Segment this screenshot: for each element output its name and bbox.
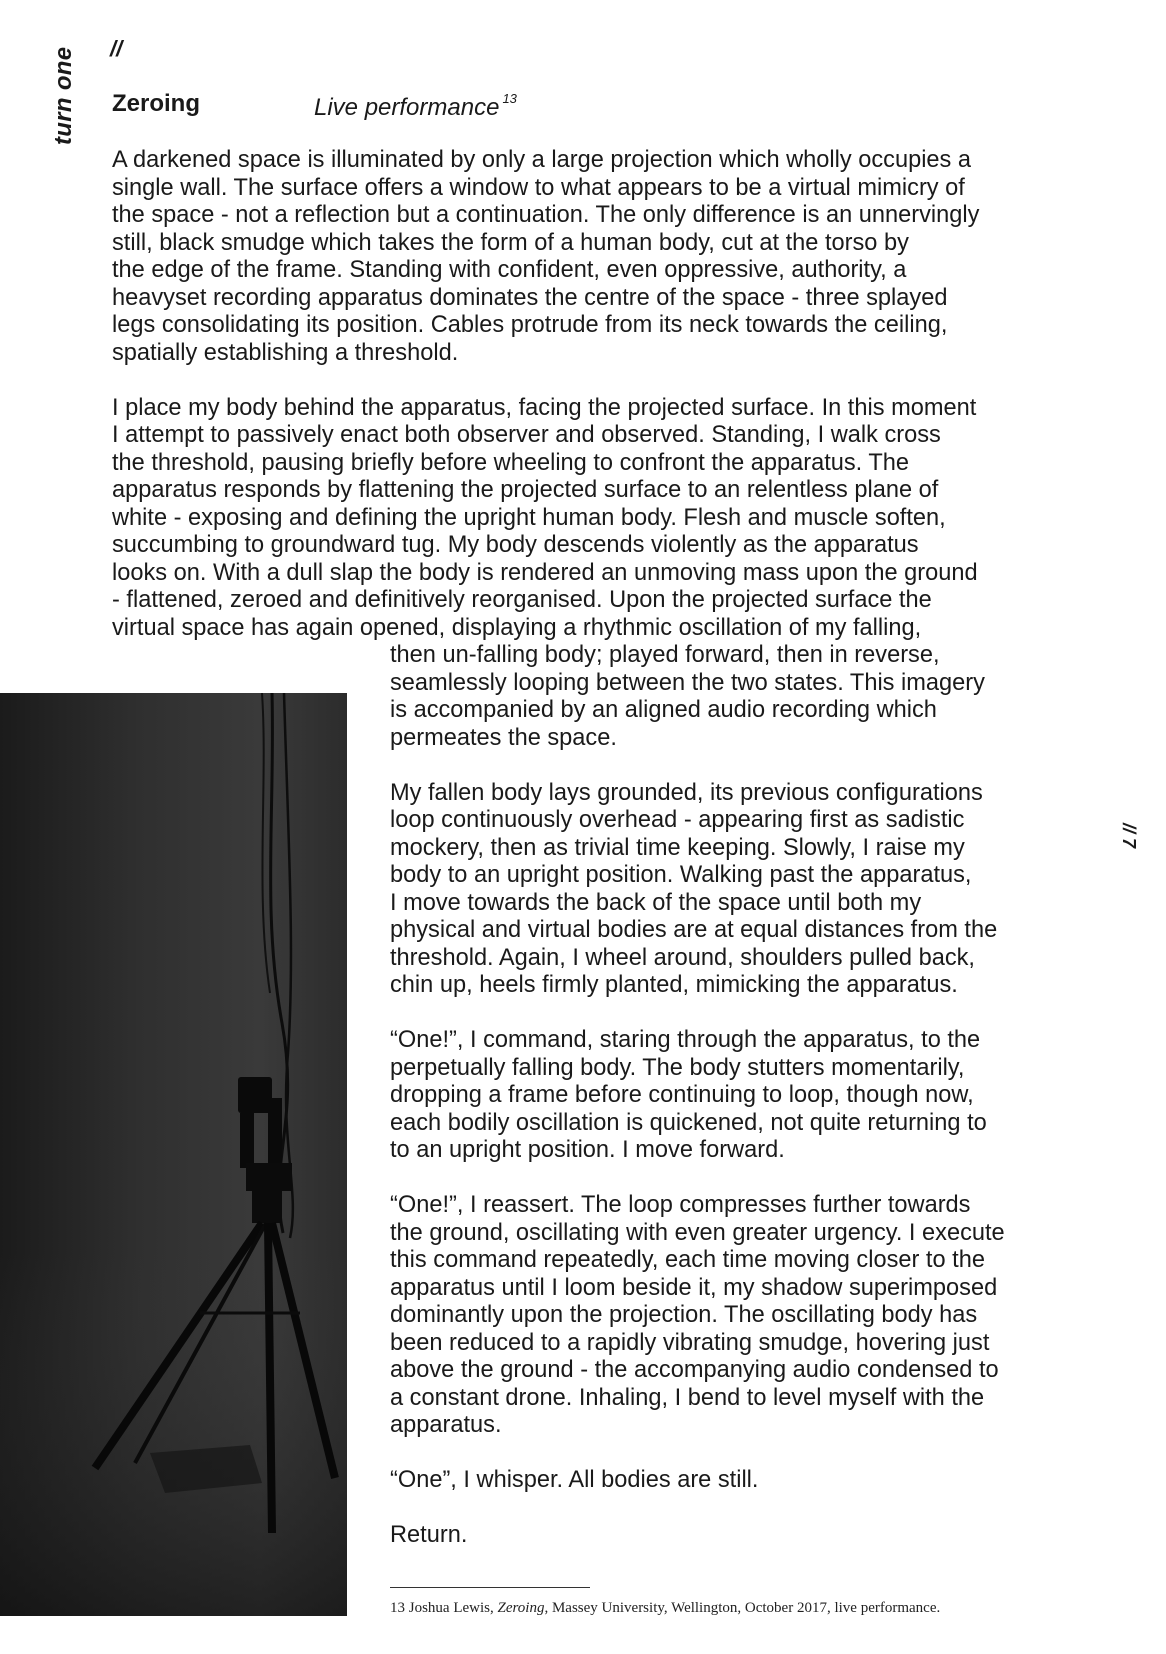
text-line: I attempt to passively enact both observer and observed. Standing, I walk cross	[112, 422, 941, 448]
text-line: apparatus until I loom beside it, my shadow superimposed	[390, 1274, 998, 1301]
column-text	[390, 642, 1090, 1577]
text-line: legs consolidating its position. Cables protrude from its neck towards the ceiling,	[112, 312, 948, 338]
page-number: // 7	[1119, 823, 1139, 849]
text-line: the threshold, pausing briefly before wheeling to confront the apparatus. The	[112, 449, 910, 476]
text-line: - flattened, zeroed and definitively reorganised. Upon the projected surface the	[112, 587, 932, 613]
text-line: this command repeatedly, each time moving closer to the	[390, 1247, 985, 1273]
work-subtitle-text: Live performance	[314, 94, 500, 121]
text-line: dropping a frame before continuing to loop, though now,	[390, 1082, 974, 1108]
text-line: Return.	[390, 1522, 468, 1548]
text-line: “One”, I whisper. All bodies are still.	[390, 1467, 759, 1493]
text-line: to an upright position. I move forward.	[390, 1137, 785, 1163]
performance-photo	[0, 693, 347, 1616]
section-side-label: turn one	[50, 46, 77, 145]
text-line: I place my body behind the apparatus, facing the projected surface. In this moment	[112, 394, 977, 421]
text-line: A darkened space is illuminated by only a large projection which wholly occupies a	[112, 147, 972, 173]
work-title: Zeroing	[112, 90, 200, 117]
paragraph	[390, 780, 1090, 1000]
text-line: seamlessly looping between the two states. This imagery	[390, 669, 985, 696]
text-line: heavyset recording apparatus dominates the centre of the space - three splayed	[112, 284, 948, 311]
text-line: white - exposing and defining the upright human body. Flesh and muscle soften,	[112, 504, 946, 531]
footnote-reference: 13	[502, 91, 517, 106]
text-line: spatially establishing a threshold.	[112, 339, 459, 366]
text-line: apparatus.	[390, 1412, 502, 1438]
paragraph	[112, 395, 1072, 643]
text-line: dominantly upon the projection. The oscillating body has	[390, 1302, 978, 1328]
text-line: threshold. Again, I wheel around, shoulders pulled back,	[390, 944, 975, 971]
text-line: permeates the space.	[390, 724, 617, 751]
text-line: virtual space has again opened, displaying a rhythmic oscillation of my falling,	[112, 614, 922, 641]
text-line: still, black smudge which takes the form of a human body, cut at the torso by	[112, 229, 909, 256]
text-line: the ground, oscillating with even greater urgency. I execute	[390, 1219, 1005, 1246]
text-line: succumbing to groundward tug. My body descends violently as the apparatus	[112, 532, 919, 558]
tripod-camera-photo	[0, 693, 347, 1616]
paragraph	[390, 1467, 1090, 1495]
paragraph	[390, 642, 1090, 752]
text-line: looks on. With a dull slap the body is rendered an unmoving mass upon the ground	[112, 559, 978, 586]
work-subtitle	[314, 91, 517, 122]
text-line: each bodily oscillation is quickened, not quite returning to	[390, 1109, 987, 1136]
text-line: My fallen body lays grounded, its previous configurations	[390, 779, 983, 806]
footnote-author: Joshua Lewis,	[408, 1600, 494, 1616]
footnote-work-title: Zeroing	[497, 1600, 545, 1616]
text-line: is accompanied by an aligned audio recording which	[390, 697, 937, 723]
footnote-details: , Massey University, Wellington, October 2017, live performance.	[544, 1600, 941, 1616]
footnote-rule	[390, 1587, 590, 1588]
text-line: single wall. The surface offers a window to what appears to be a virtual mimicry of	[112, 174, 965, 201]
paragraph	[112, 147, 1072, 367]
text-line: a constant drone. Inhaling, I bend to level myself with the	[390, 1384, 985, 1411]
text-line: been reduced to a rapidly vibrating smudge, hovering just	[390, 1329, 990, 1356]
text-line: loop continuously overhead - appearing first as sadistic	[390, 807, 965, 833]
section-marker: //	[110, 36, 123, 61]
text-line: physical and virtual bodies are at equal distances from the	[390, 917, 998, 943]
text-line: apparatus responds by flattening the projected surface to an relentless plane of	[112, 477, 939, 503]
work-heading	[112, 90, 517, 121]
paragraph	[390, 1192, 1090, 1440]
text-line: mockery, then as trivial time keeping. Slowly, I raise my	[390, 834, 965, 861]
text-line: chin up, heels firmly planted, mimicking the apparatus.	[390, 972, 958, 998]
text-line: then un-falling body; played forward, then in reverse,	[390, 642, 940, 668]
text-line: above the ground - the accompanying audio condensed to	[390, 1357, 999, 1383]
footnote-number: 13	[390, 1600, 405, 1616]
text-line: “One!”, I command, staring through the apparatus, to the	[390, 1027, 981, 1053]
text-line: body to an upright position. Walking past the apparatus,	[390, 862, 972, 888]
paragraph	[390, 1027, 1090, 1165]
text-line: the space - not a reflection but a continuation. The only difference is an unnervingly	[112, 202, 980, 228]
intro-text	[112, 147, 1072, 670]
text-line: the edge of the frame. Standing with confident, even oppressive, authority, a	[112, 257, 907, 283]
text-line: “One!”, I reassert. The loop compresses further towards	[390, 1192, 971, 1218]
paragraph	[390, 1522, 1090, 1550]
text-line: I move towards the back of the space until both my	[390, 889, 922, 916]
footnote	[390, 1600, 940, 1617]
text-line: perpetually falling body. The body stutters momentarily,	[390, 1054, 965, 1081]
